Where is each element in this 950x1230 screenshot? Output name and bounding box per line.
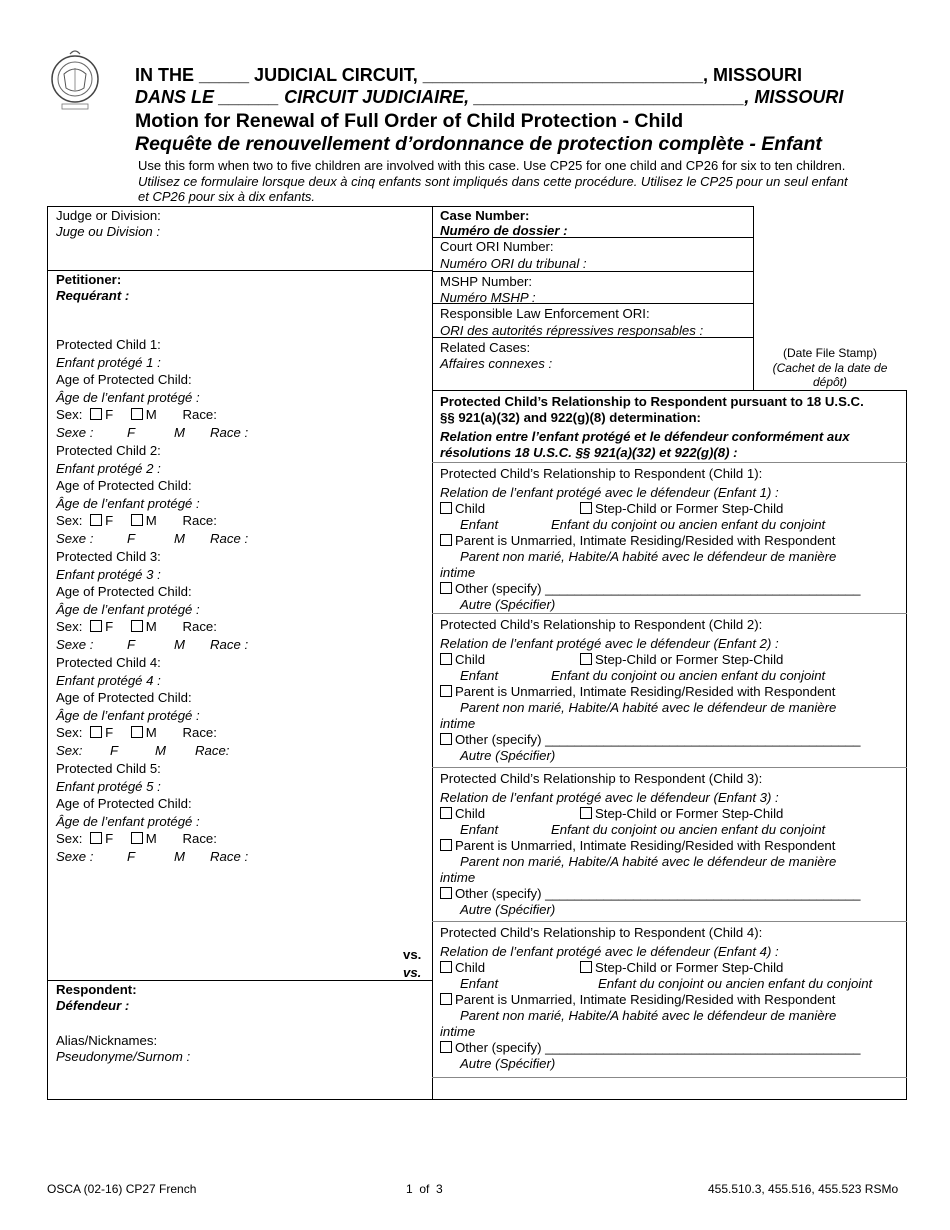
sex-f-checkbox[interactable] [90,408,102,420]
sex-label: Sex: [56,513,83,528]
sexe-m-fr: M [174,425,185,440]
other-checkbox[interactable] [440,582,452,594]
circuit-line-en: IN THE _____ JUDICIAL CIRCUIT, ____________________________, MISSOURI [135,65,803,85]
sex-label: Sex: [56,725,83,740]
sexe-m-fr: M [174,849,185,864]
child-age-fr: Âge de l’enfant protégé : [56,708,200,723]
child-age-en: Age of Protected Child: [56,690,192,705]
mshp-label-fr: Numéro MSHP : [440,290,536,305]
child-name-fr: Enfant protégé 4 : [56,673,161,688]
sexe-m-fr: M [155,743,166,758]
opt-child [440,651,485,668]
sex-f-checkbox[interactable] [90,832,102,844]
opt-child [440,959,485,976]
opt-parent-fr-2: intime [440,1024,476,1039]
sexe-f-fr: F [110,743,119,758]
opt-parent-fr-1: Parent non marié, Habite/A habité avec le défendeur de manière [460,549,837,564]
other-checkbox[interactable] [440,1041,452,1053]
law-ori-label-fr: ORI des autorités répressives responsables : [440,323,704,338]
race-label-fr: Race: [195,743,230,758]
race-label: Race: [182,725,217,740]
opt-parent [440,683,835,700]
child-age-fr: Âge de l’enfant protégé : [56,496,200,511]
opt-parent-fr-2: intime [440,716,476,731]
step-child-checkbox[interactable] [580,961,592,973]
case-number-label-fr: Numéro de dossier : [440,223,568,238]
opt-child [440,500,485,517]
opt-parent-label: Parent is Unmarried, Intimate Residing/Resided with Respondent [455,992,836,1007]
child-name-fr: Enfant protégé 1 : [56,355,161,370]
opt-other [440,731,861,748]
sex-row [56,512,217,529]
opt-parent [440,837,835,854]
step-child-checkbox[interactable] [580,653,592,665]
parent-checkbox[interactable] [440,534,452,546]
child-name-en: Protected Child 3: [56,549,161,564]
respondent-label-fr: Défendeur : [56,998,130,1013]
judge-label-fr: Juge ou Division : [56,224,161,239]
respondent-label-en: Respondent: [56,982,137,997]
block-title-en: Protected Child’s Relationship to Respondent (Child 1): [440,466,763,481]
opt-other-fr: Autre (Spécifier) [460,748,556,763]
vs-label-en: vs. [403,947,422,962]
child-checkbox[interactable] [440,961,452,973]
sexe-f-fr: F [127,531,136,546]
sex-m-checkbox[interactable] [131,832,143,844]
sex-f-checkbox[interactable] [90,620,102,632]
footer-statutes: 455.510.3, 455.516, 455.523 RSMo [708,1182,899,1196]
vs-label-fr: vs. [403,965,422,980]
opt-other-fr: Autre (Spécifier) [460,1056,556,1071]
opt-parent-fr-1: Parent non marié, Habite/A habité avec le défendeur de manière [460,1008,837,1023]
alias-label-en: Alias/Nicknames: [56,1033,158,1048]
opt-child-fr: Enfant [460,668,499,683]
date-file-stamp [755,346,905,390]
opt-other [440,1039,861,1056]
step-child-checkbox[interactable] [580,502,592,514]
sex-m-checkbox[interactable] [131,726,143,738]
sex-label: Sex: [56,831,83,846]
sexe-f-fr: F [127,849,136,864]
opt-other-label: Other (specify) ___________________________________________ [455,581,861,596]
child-checkbox[interactable] [440,807,452,819]
court-ori-label-fr: Numéro ORI du tribunal : [440,256,587,271]
stamp-label-fr-1: (Cachet de la date de [772,360,888,375]
opt-step-fr: Enfant du conjoint ou ancien enfant du conjoint [551,822,826,837]
opt-parent-label: Parent is Unmarried, Intimate Residing/Resided with Respondent [455,838,836,853]
opt-step-label: Step-Child or Former Step-Child [595,652,784,667]
opt-child-fr: Enfant [460,517,499,532]
child-name-en: Protected Child 5: [56,761,161,776]
rel-head-en-2: §§ 921(a)(32) and 922(g)(8) determination: [440,410,701,425]
child-age-en: Age of Protected Child: [56,584,192,599]
race-label: Race: [182,619,217,634]
sex-m-label: M [145,407,157,422]
opt-child-label: Child [455,501,486,516]
opt-other [440,580,861,597]
block-title-en: Protected Child’s Relationship to Respondent (Child 3): [440,771,763,786]
sex-f-label: F [105,619,114,634]
sexe-label-fr: Sex: [56,743,83,758]
child-age-en: Age of Protected Child: [56,372,192,387]
sexe-label-fr: Sexe : [56,849,94,864]
child-name-en: Protected Child 1: [56,337,161,352]
race-label: Race: [182,513,217,528]
sex-m-label: M [145,725,157,740]
child-name-fr: Enfant protégé 2 : [56,461,161,476]
sex-f-label: F [105,513,114,528]
opt-parent-label: Parent is Unmarried, Intimate Residing/Resided with Respondent [455,533,836,548]
sex-row [56,724,217,741]
child-age-fr: Âge de l’enfant protégé : [56,814,200,829]
step-child-checkbox[interactable] [580,807,592,819]
opt-other-fr: Autre (Spécifier) [460,902,556,917]
sex-f-label: F [105,725,114,740]
rel-head-fr-2: résolutions 18 U.S.C. §§ 921(a)(32) et 922(g)(8) : [440,445,738,460]
opt-parent-fr-2: intime [440,870,476,885]
child-name-en: Protected Child 2: [56,443,161,458]
sex-f-label: F [105,407,114,422]
sex-f-checkbox[interactable] [90,514,102,526]
opt-other [440,885,861,902]
child-age-fr: Âge de l’enfant protégé : [56,602,200,617]
child-age-en: Age of Protected Child: [56,478,192,493]
race-label: Race: [182,407,217,422]
rel-head-fr-1: Relation entre l’enfant protégé et le défendeur conformément aux [440,429,850,444]
other-checkbox[interactable] [440,733,452,745]
child-name-fr: Enfant protégé 3 : [56,567,161,582]
block-title-en: Protected Child’s Relationship to Respondent (Child 2): [440,617,763,632]
sex-label: Sex: [56,407,83,422]
sexe-f-fr: F [127,637,136,652]
block-title-fr: Relation de l’enfant protégé avec le défendeur (Enfant 3) : [440,790,779,805]
child-name-fr: Enfant protégé 5 : [56,779,161,794]
parent-checkbox[interactable] [440,685,452,697]
child-name-en: Protected Child 4: [56,655,161,670]
opt-parent-label: Parent is Unmarried, Intimate Residing/Resided with Respondent [455,684,836,699]
opt-step-label: Step-Child or Former Step-Child [595,960,784,975]
sex-label: Sex: [56,619,83,634]
sex-m-checkbox[interactable] [131,408,143,420]
instructions-en: Use this form when two to five children are involved with this case. Use CP25 for one child and CP26 for six to ten children. [138,158,846,173]
opt-parent-fr-1: Parent non marié, Habite/A habité avec le défendeur de manière [460,854,837,869]
block-title-fr: Relation de l’enfant protégé avec le défendeur (Enfant 2) : [440,636,779,651]
opt-step-fr: Enfant du conjoint ou ancien enfant du conjoint [598,976,873,991]
sex-m-checkbox[interactable] [131,620,143,632]
block-title-fr: Relation de l’enfant protégé avec le défendeur (Enfant 1) : [440,485,779,500]
opt-step-fr: Enfant du conjoint ou ancien enfant du conjoint [551,668,826,683]
opt-step [580,500,783,517]
opt-step [580,959,783,976]
rel-head-en-1: Protected Child’s Relationship to Respondent pursuant to 18 U.S.C. [440,394,864,409]
form-title-en: Motion for Renewal of Full Order of Child Protection - Child [135,110,684,132]
sex-f-label: F [105,831,114,846]
opt-step [580,651,783,668]
sexe-m-fr: M [174,531,185,546]
opt-step-fr: Enfant du conjoint ou ancien enfant du conjoint [551,517,826,532]
footer-page-number: 1 of 3 [406,1182,443,1196]
child-checkbox[interactable] [440,502,452,514]
stamp-label-en: (Date File Stamp) [782,346,878,360]
opt-other-fr: Autre (Spécifier) [460,597,556,612]
sex-m-label: M [145,831,157,846]
opt-child-label: Child [455,652,486,667]
opt-child-fr: Enfant [460,822,499,837]
opt-step-label: Step-Child or Former Step-Child [595,501,784,516]
sex-row [56,618,217,635]
sexe-label-fr: Sexe : [56,425,94,440]
instructions-fr-2: et CP26 pour six à dix enfants. [138,189,316,204]
opt-parent [440,532,835,549]
opt-parent [440,991,835,1008]
race-label-fr: Race : [210,531,249,546]
opt-step-label: Step-Child or Former Step-Child [595,806,784,821]
petitioner-label-fr: Requérant : [56,288,130,303]
opt-other-label: Other (specify) ___________________________________________ [455,732,861,747]
opt-child-label: Child [455,806,486,821]
sex-m-checkbox[interactable] [131,514,143,526]
related-label-fr: Affaires connexes : [440,356,553,371]
child-age-fr: Âge de l’enfant protégé : [56,390,200,405]
opt-other-label: Other (specify) ___________________________________________ [455,1040,861,1055]
sexe-label-fr: Sexe : [56,531,94,546]
sex-row [56,406,217,423]
opt-child [440,805,485,822]
block-title-fr: Relation de l’enfant protégé avec le défendeur (Enfant 4) : [440,944,779,959]
circuit-line-fr: DANS LE ______ CIRCUIT JUDICIAIRE, ___________________________, MISSOURI [135,87,844,107]
state-seal [50,46,100,116]
sex-m-label: M [145,619,157,634]
opt-step [580,805,783,822]
form-title-fr: Requête de renouvellement d’ordonnance de protection complète - Enfant [135,133,822,155]
race-label-fr: Race : [210,637,249,652]
stamp-label-fr-2: dépôt) [812,375,848,389]
sex-f-checkbox[interactable] [90,726,102,738]
judge-label-en: Judge or Division: [56,208,161,223]
petitioner-label-en: Petitioner: [56,272,122,287]
race-label-fr: Race : [210,849,249,864]
opt-child-label: Child [455,960,486,975]
child-checkbox[interactable] [440,653,452,665]
sex-m-label: M [145,513,157,528]
race-label-fr: Race : [210,425,249,440]
court-ori-label-en: Court ORI Number: [440,239,554,254]
law-ori-label-en: Responsible Law Enforcement ORI: [440,306,650,321]
block-title-en: Protected Child’s Relationship to Respondent (Child 4): [440,925,763,940]
mshp-label-en: MSHP Number: [440,274,533,289]
case-number-label-en: Case Number: [440,208,530,223]
footer-form-id: OSCA (02-16) CP27 French [47,1182,197,1196]
opt-child-fr: Enfant [460,976,499,991]
opt-parent-fr-1: Parent non marié, Habite/A habité avec le défendeur de manière [460,700,837,715]
parent-checkbox[interactable] [440,993,452,1005]
sexe-label-fr: Sexe : [56,637,94,652]
child-age-en: Age of Protected Child: [56,796,192,811]
opt-other-label: Other (specify) ___________________________________________ [455,886,861,901]
instructions-fr-1: Utilisez ce formulaire lorsque deux à cinq enfants sont impliqués dans cette procédure. Utilisez le CP25 pour un seul enfant [138,174,848,189]
sex-row [56,830,217,847]
sexe-f-fr: F [127,425,136,440]
parent-checkbox[interactable] [440,839,452,851]
other-checkbox[interactable] [440,887,452,899]
opt-parent-fr-2: intime [440,565,476,580]
race-label: Race: [182,831,217,846]
related-label-en: Related Cases: [440,340,531,355]
alias-label-fr: Pseudonyme/Surnom : [56,1049,191,1064]
sexe-m-fr: M [174,637,185,652]
